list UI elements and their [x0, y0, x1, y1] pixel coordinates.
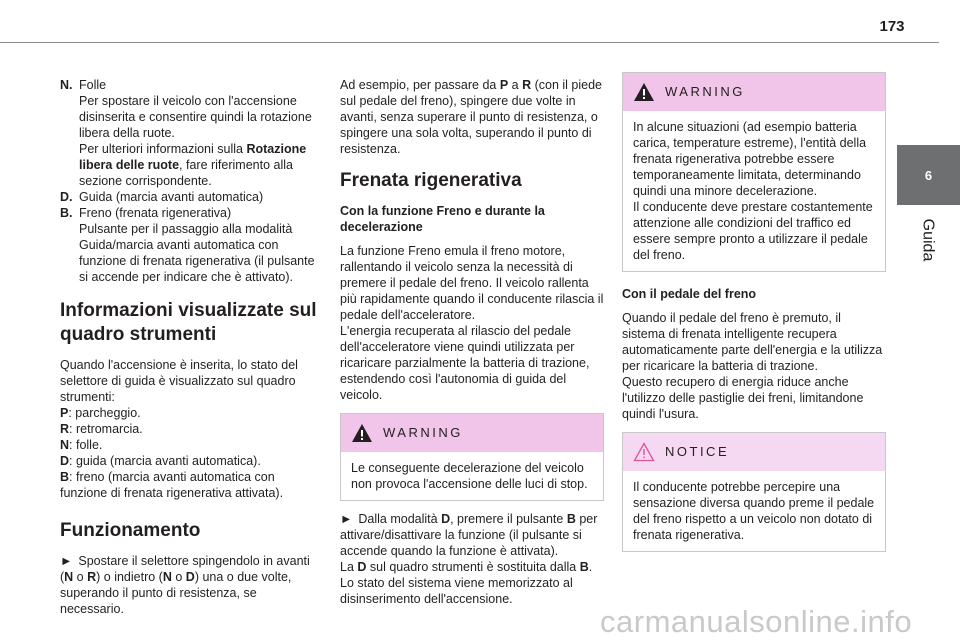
arrow-icon: ► [340, 512, 353, 526]
page-number: 173 [879, 18, 905, 35]
gear-key: B. [60, 206, 73, 220]
warning-box [340, 413, 604, 501]
state-b: B: freno (marcia avanti automatica con funzione di frenata rigenerativa attivata). [60, 470, 284, 500]
warning-triangle-icon [633, 82, 655, 102]
state-n: N: folle. [60, 438, 103, 452]
notice-box [622, 432, 886, 552]
column-3 [622, 72, 886, 562]
gear-item-n [60, 77, 322, 189]
gear-text: Guida (marcia avanti automatica) [79, 190, 264, 204]
crossref-link: Rotazione libera delle ruote [79, 142, 307, 172]
warning-text: Il conducente deve prestare costantemente attenzione alle condizioni del traffico ed essere sempre pronto a utilizzare il pedale del freno. [633, 200, 873, 262]
notice-title: NOTICE [665, 444, 730, 459]
arrow-icon: ► [60, 554, 73, 568]
chapter-label-text: Guida [918, 218, 936, 262]
column-2 [340, 77, 604, 607]
warning-triangle-icon [351, 423, 373, 443]
pedal-paragraph-2: Questo recupero di energia riduce anche l'utilizzo delle pastiglie dei freni, limitandone quindi l'usura. [622, 375, 864, 421]
state-d: D: guida (marcia avanti automatica). [60, 454, 261, 468]
gear-text: Per spostare il veicolo con l'accensione disinserita e consentire quindi la rotazione libera della ruote. [79, 94, 312, 140]
subheading-brake-function: Con la funzione Freno e durante la decelerazione [340, 204, 545, 234]
warning-text: In alcune situazioni (ad esempio batteria carica, temperature estreme), l'entità della frenata rigenerativa potrebbe essere temporaneamente limitata, determinando quindi una minore decelerazione. [633, 120, 867, 198]
section-heading-func: Funzionamento [60, 520, 201, 541]
column-1 [60, 77, 322, 617]
section-heading-info: Informazioni visualizzate sul quadro strumenti [60, 300, 317, 345]
chapter-tab[interactable] [897, 145, 960, 205]
warning-header [623, 73, 885, 111]
gear-item-d [60, 189, 322, 205]
warning-header [341, 414, 603, 452]
warning-title: WARNING [665, 84, 745, 99]
section-heading-regen: Frenata rigenerativa [340, 170, 522, 191]
func-instruction: ► Spostare il selettore spingendolo in avanti (N o R) o indietro (N o D) una o due volte, superando il punto di resistenza, se necessario. [60, 554, 310, 616]
info-intro: Quando l'accensione è inserita, lo stato del selettore di guida è visualizzato sul quadro strumenti: [60, 358, 298, 404]
regen-paragraph-2: L'energia recuperata al rilascio del pedale dell'acceleratore viene quindi utilizzata per ricaricare parzialmente la batteria di trazione, estendendo così l'autonomia di guida del veicolo. [340, 324, 590, 402]
gear-key: N. [60, 78, 73, 92]
gear-text: Folle [79, 78, 107, 92]
example-paragraph: Ad esempio, per passare da P a R (con il piede sul pedale del freno), spingere due volte in avanti, senza superare il punto di resistenza, o spingere una sola volta, superando il punto di resistenza. [340, 78, 602, 156]
gear-item-b [60, 205, 322, 285]
gear-text: Freno (frenata rigenerativa) [79, 206, 232, 220]
gear-text: Pulsante per il passaggio alla modalità Guida/marcia avanti automatica con funzione di frenata rigenerativa (il pulsante si accende per indicare che è attivato). [79, 222, 315, 284]
warning-text: Le conseguente decelerazione del veicolo non provoca l'accensione delle luci di stop. [351, 461, 588, 491]
gear-key: D. [60, 190, 73, 204]
header-divider [0, 42, 939, 43]
notice-text: Il conducente potrebbe percepire una sensazione diversa quando preme il pedale del freno rispetto a un veicolo non dotato di frenata rigenerativa. [633, 480, 875, 542]
chapter-number: 6 [924, 167, 933, 183]
chapter-label [895, 205, 959, 275]
notice-header [623, 433, 885, 471]
notice-triangle-icon [633, 442, 655, 462]
regen-paragraph-1: La funzione Freno emula il freno motore, rallentando il veicolo senza la necessità di premere il pedale del freno. Il veicolo rallenta più rapidamente quando il conducente rilascia il pedale dell'acceleratore. [340, 244, 604, 322]
action-memory-note: Lo stato del sistema viene memorizzato al disinserimento dell'accensione. [340, 576, 573, 606]
pedal-paragraph-1: Quando il pedale del freno è premuto, il sistema di frenata intelligente recupera automaticamente parte dell'energia e la utilizza per ricaricare la batteria di trazione. [622, 311, 883, 373]
action-instruction: ► Dalla modalità D, premere il pulsante B per attivare/disattivare la funzione (il pulsante si accende quando la funzione è attivata). [340, 512, 598, 558]
warning-box [622, 72, 886, 272]
state-r: R: retromarcia. [60, 422, 143, 436]
warning-title: WARNING [383, 425, 463, 440]
gear-crossref: Per ulteriori informazioni sulla Rotazione libera delle ruote, fare riferimento alla sezione corrispondente. [79, 142, 307, 188]
action-note: La D sul quadro strumenti è sostituita dalla B. [340, 560, 593, 574]
state-p: P: parcheggio. [60, 406, 141, 420]
subheading-brake-pedal: Con il pedale del freno [622, 287, 757, 301]
watermark: carmanualsonline.info [600, 604, 913, 639]
